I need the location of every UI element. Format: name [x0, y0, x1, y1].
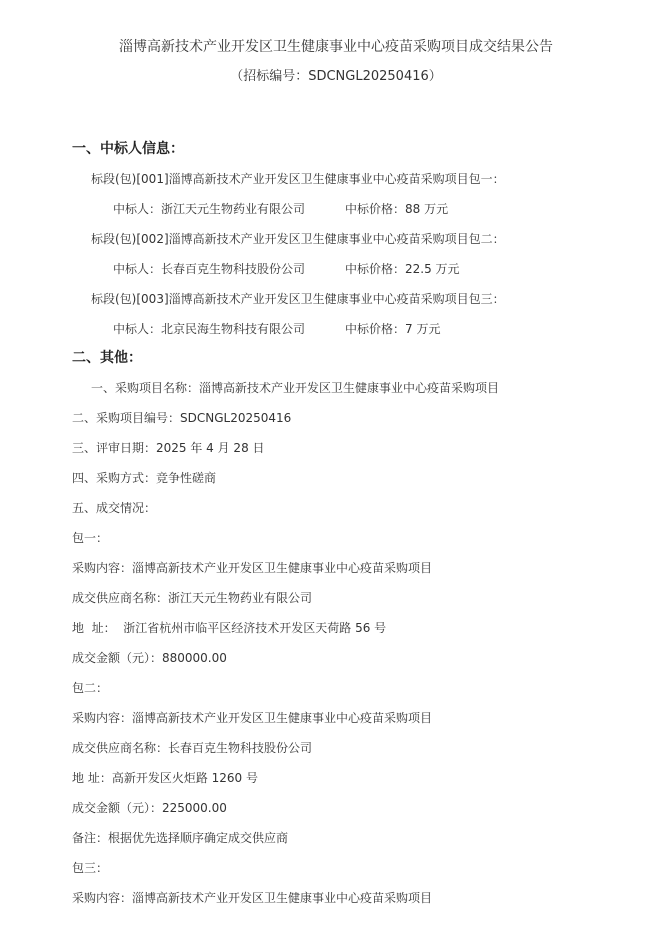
package-2-address: 地 址：高新开发区火炬路 1260 号	[72, 771, 258, 785]
package-1-amount: 成交金额（元）：880000.00	[72, 651, 227, 665]
package-2-title: 包二：	[72, 681, 109, 695]
lot-3-price: 中标价格：7 万元	[345, 322, 441, 336]
lot-1-winner: 中标人：浙江天元生物药业有限公司	[113, 202, 306, 216]
package-2-content: 采购内容：淄博高新技术产业开发区卫生健康事业中心疫苗采购项目	[72, 711, 433, 725]
package-1-supplier: 成交供应商名称：浙江天元生物药业有限公司	[72, 591, 313, 605]
package-2-note: 备注：根据优先选择顺序确定成交供应商	[72, 831, 289, 845]
lot-2-label: 标段(包)[002]淄博高新技术产业开发区卫生健康事业中心疫苗采购项目包二：	[91, 232, 505, 246]
lot-2-winner: 中标人：长春百克生物科技股份公司	[113, 262, 306, 276]
package-1-title: 包一：	[72, 531, 109, 545]
section-other-heading: 二、其他：	[72, 350, 142, 366]
section-winner-info-heading: 一、中标人信息：	[72, 141, 184, 157]
package-2-amount: 成交金额（元）：225000.00	[72, 801, 227, 815]
lot-2-price: 中标价格：22.5 万元	[345, 262, 460, 276]
deal-status-heading: 五、成交情况：	[72, 501, 157, 515]
package-1-content: 采购内容：淄博高新技术产业开发区卫生健康事业中心疫苗采购项目	[72, 561, 433, 575]
lot-1-winner-row	[113, 201, 448, 217]
document-subtitle: （招标编号：SDCNGL20250416）	[230, 69, 442, 84]
lot-1-price: 中标价格：88 万元	[345, 202, 449, 216]
lot-3-label: 标段(包)[003]淄博高新技术产业开发区卫生健康事业中心疫苗采购项目包三：	[91, 292, 505, 306]
lot-1-label: 标段(包)[001]淄博高新技术产业开发区卫生健康事业中心疫苗采购项目包一：	[91, 172, 505, 186]
project-name: 一、采购项目名称：淄博高新技术产业开发区卫生健康事业中心疫苗采购项目	[91, 381, 500, 395]
package-2-supplier: 成交供应商名称：长春百克生物科技股份公司	[72, 741, 313, 755]
document-title: 淄博高新技术产业开发区卫生健康事业中心疫苗采购项目成交结果公告	[119, 39, 553, 55]
lot-2-winner-row	[113, 261, 460, 277]
package-1-address: 地 址： 浙江省杭州市临平区经济技术开发区天荷路 56 号	[72, 621, 387, 635]
package-3-title: 包三：	[72, 861, 109, 875]
lot-3-winner-row	[113, 321, 440, 337]
procurement-method: 四、采购方式：竞争性磋商	[72, 471, 217, 485]
review-date: 三、评审日期：2025 年 4 月 28 日	[72, 441, 265, 455]
package-3-content: 采购内容：淄博高新技术产业开发区卫生健康事业中心疫苗采购项目	[72, 891, 433, 905]
project-number: 二、采购项目编号：SDCNGL20250416	[72, 411, 292, 425]
lot-3-winner: 中标人：北京民海生物科技有限公司	[113, 322, 306, 336]
